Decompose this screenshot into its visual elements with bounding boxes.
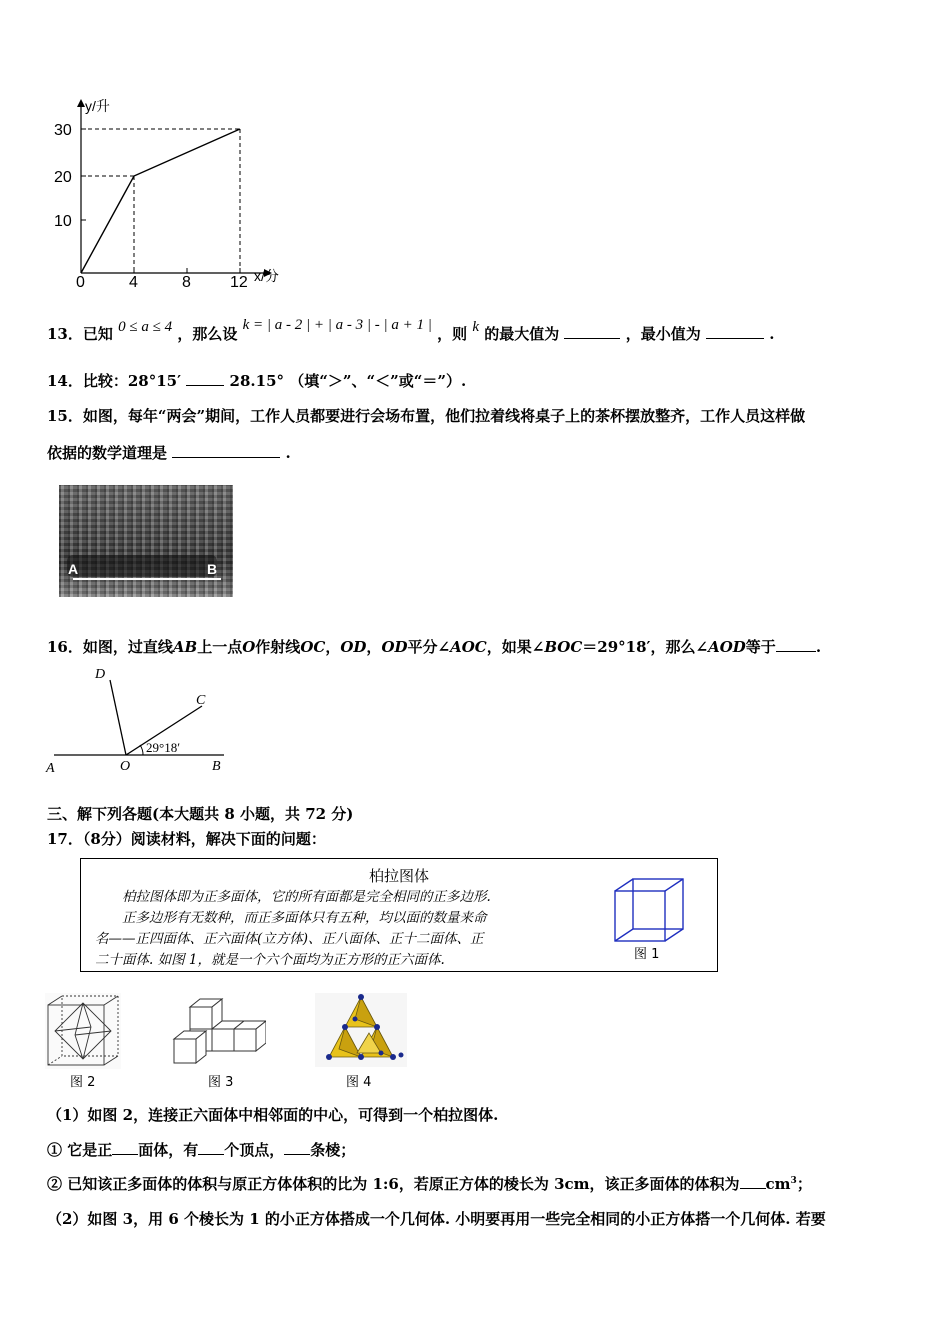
q15-blank[interactable] <box>172 443 280 458</box>
y-axis-label: y/升 <box>85 98 110 114</box>
q17-part1-item2 <box>47 1173 812 1194</box>
q17-p2d: 条棱； <box>310 1141 356 1159</box>
q17-p3sup: 3 <box>790 1176 797 1186</box>
q17-p3a: ② 已知该正多面体的体积与原正方体体积的比为 1:6，若原正方体的棱长为 3cm，该正多面体的体积为 <box>47 1175 740 1193</box>
reading-material-box <box>80 858 718 972</box>
q14-rest: （填“＞”、“＜”或“＝”）. <box>289 372 467 390</box>
six-cubes-figure <box>170 995 266 1067</box>
x-tick-0: 0 <box>76 274 85 290</box>
octahedron-in-cube-figure <box>45 993 121 1069</box>
q17-volume-blank[interactable] <box>740 1174 766 1189</box>
q14-value: 28.15° <box>229 372 285 390</box>
photo-label-b: B <box>207 561 218 577</box>
q16-t6: ＝29°18′，那么∠ <box>582 638 709 656</box>
label-b: B <box>212 759 221 774</box>
y-tick-20: 20 <box>54 169 72 186</box>
label-a: A <box>46 761 55 776</box>
q17-faces-blank[interactable] <box>112 1140 138 1155</box>
q17-p2a: ① 它是正 <box>47 1141 113 1159</box>
photo-label-a: A <box>68 561 79 577</box>
q16-t4: 平分∠ <box>407 638 451 656</box>
q13-formula: k = | a - 2 | + | a - 3 | - | a + 1 | <box>242 317 432 333</box>
q16-blank[interactable] <box>776 637 816 652</box>
question-17-title: 17．（8分）阅读材料，解决下面的问题： <box>47 830 326 848</box>
q14-prefix: 14．比较：28°15′ <box>47 372 182 390</box>
q16-t3: 作射线 <box>255 638 301 656</box>
q17-part1: （1）如图 2，连接正六面体中相邻面的中心，可得到一个柏拉图体. <box>47 1106 499 1124</box>
q16-sep2: ， <box>366 638 382 656</box>
box-line-1: 柏拉图体即为正多面体，它的所有面都是完全相同的正多边形. <box>95 889 491 905</box>
fig1-caption: 图 1 <box>634 947 660 962</box>
meeting-photo <box>59 485 233 597</box>
fig4-caption: 图 4 <box>346 1075 372 1090</box>
y-tick-30: 30 <box>54 122 72 139</box>
q17-p2b: 面体，有 <box>138 1141 199 1159</box>
q13-then: ，则 <box>437 325 468 343</box>
angle-figure <box>40 662 240 777</box>
q13-mid: ，那么设 <box>177 325 238 343</box>
label-d: D <box>95 667 106 682</box>
q16-sep1: ， <box>325 638 341 656</box>
q13-min-blank[interactable] <box>706 324 764 339</box>
q16-t2: 上一点 <box>197 638 243 656</box>
q13-min-text: ，最小值为 <box>625 325 701 343</box>
x-axis-label: x/分 <box>254 268 279 284</box>
x-tick-12: 12 <box>230 274 248 290</box>
q17-part2: （2）如图 3，用 6 个棱长为 1 的小正方体搭成一个几何体. 小明要再用一些完全相同的小正方体搭一个几何体. 若要 <box>47 1210 826 1228</box>
tetrahedron-figure <box>315 993 407 1067</box>
y-tick-10: 10 <box>54 213 72 230</box>
x-tick-4: 4 <box>129 274 138 290</box>
q14-blank[interactable] <box>186 371 224 386</box>
q13-max-blank[interactable] <box>564 324 620 339</box>
q16-t7: 等于 <box>745 638 776 656</box>
q15-line2-text: 依据的数学道理是 <box>47 444 168 462</box>
q16-ab: AB <box>172 638 198 656</box>
q16-od2: OD <box>381 638 408 656</box>
section-3-heading: 三、解下列各题(本大题共 8 小题，共 72 分) <box>47 805 354 823</box>
q16-t5: ，如果∠ <box>486 638 545 656</box>
question-14 <box>47 370 466 391</box>
question-13 <box>47 317 775 344</box>
q17-p2c: 个顶点， <box>224 1141 285 1159</box>
q13-end: . <box>769 325 775 343</box>
box-line-3: 名——正四面体、正六面体(立方体)、正八面体、正十二面体、正 <box>95 931 484 947</box>
q17-p3b: cm <box>765 1175 791 1193</box>
angle-label: 29°18′ <box>146 740 181 755</box>
q16-boc: BOC <box>544 638 583 656</box>
label-c: C <box>196 693 206 708</box>
q13-condition: 0 ≤ a ≤ 4 <box>118 319 173 335</box>
fig3-caption: 图 3 <box>208 1075 234 1090</box>
box-text <box>95 887 585 971</box>
label-o: O <box>120 759 131 774</box>
question-15-line1: 15．如图，每年“两会”期间，工作人员都要进行会场布置，他们拉着线将桌子上的茶杯摆放整齐，工作人员这样做 <box>47 407 806 425</box>
q16-od: OD <box>340 638 367 656</box>
box-line-2: 正多边形有无数种，而正多面体只有五种，均以面的数量来命 <box>95 910 487 926</box>
fig2-caption: 图 2 <box>70 1075 96 1090</box>
q16-t1: 16．如图，过直线 <box>47 638 173 656</box>
q16-oc: OC <box>300 638 326 656</box>
water-volume-graph <box>40 95 300 290</box>
q17-p3end: ； <box>796 1175 812 1193</box>
box-line-4: 二十面体. 如图 1，就是一个六个面均为正方形的正六面体. <box>95 952 445 968</box>
box-title: 柏拉图体 <box>368 867 429 885</box>
question-15-line2 <box>47 442 291 463</box>
q17-vertices-blank[interactable] <box>198 1140 224 1155</box>
q16-end: . <box>815 638 822 656</box>
q16-aoc: AOC <box>450 638 487 656</box>
q13-prefix: 13．已知 <box>47 325 113 343</box>
q16-o: O <box>242 638 256 656</box>
q17-part1-item1 <box>47 1139 355 1160</box>
q13-k: k <box>472 319 479 335</box>
question-16 <box>47 636 821 657</box>
x-tick-8: 8 <box>182 274 191 290</box>
cube-figure-1 <box>611 877 691 947</box>
q16-aod: AOD <box>708 638 746 656</box>
q13-max-text: 的最大值为 <box>484 325 560 343</box>
q17-edges-blank[interactable] <box>284 1140 310 1155</box>
q15-end: . <box>285 444 291 462</box>
